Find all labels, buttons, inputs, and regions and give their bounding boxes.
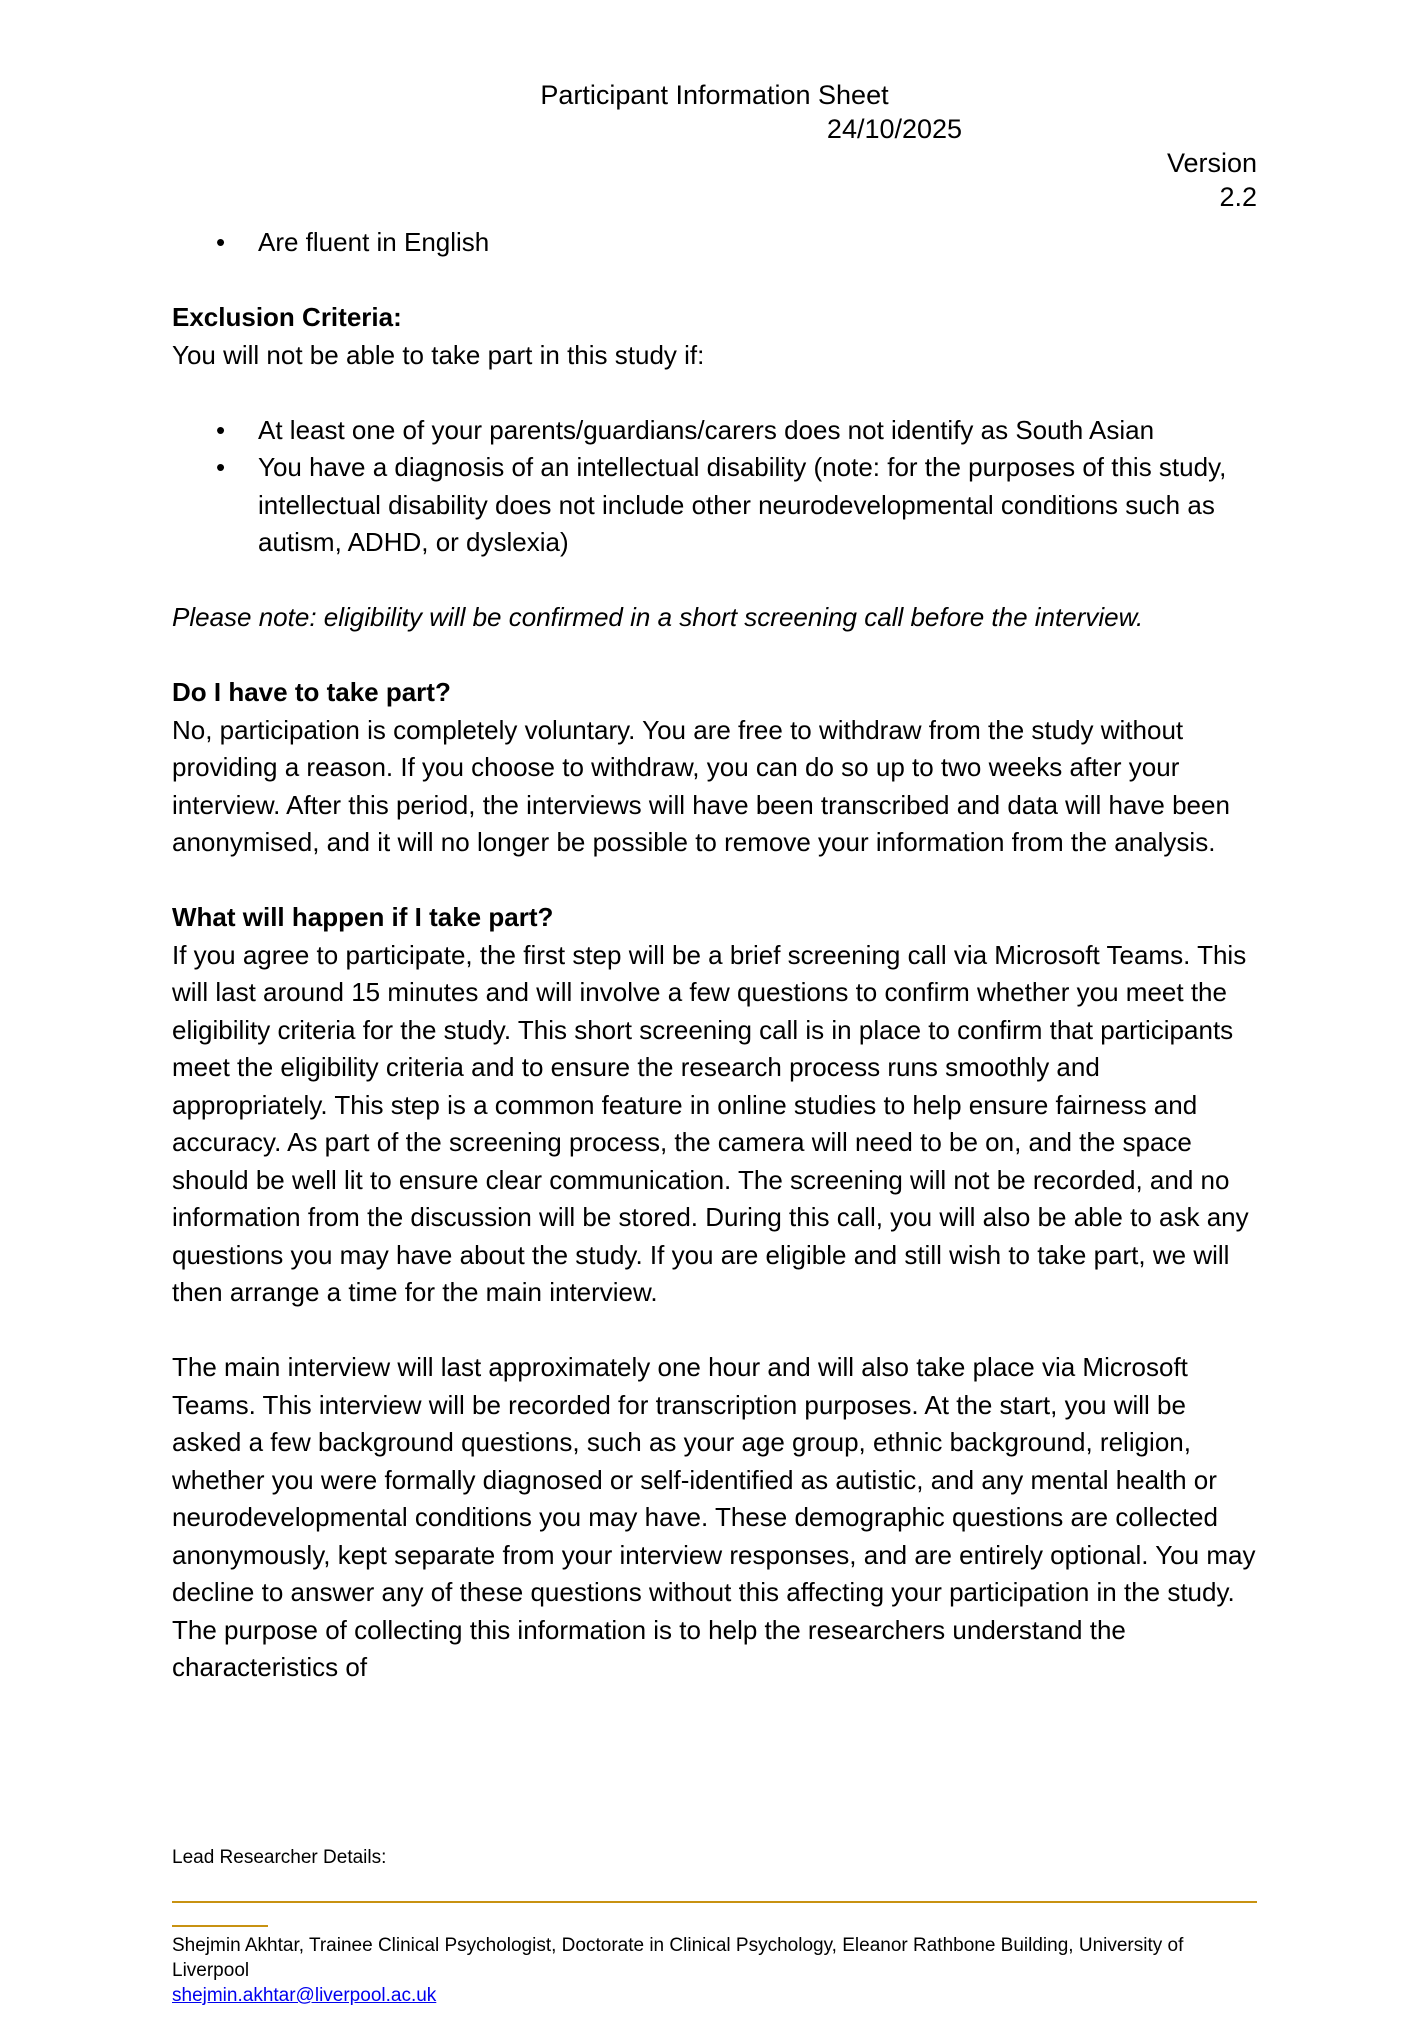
exclusion-criteria-intro: You will not be able to take part in this study if:: [172, 339, 705, 370]
what-happens-paragraph-1: If you agree to participate, the first step will be a brief screening call via Microsoft Teams. This will last around 15 minutes and will involve a few questions to confirm whether you meet the eligibility criteria for the study. This short screening call is in place to confirm that participants meet the eligibility criteria and to ensure the research process runs smoothly and appropriately. This step is a common feature in online studies to help ensure fairness and accuracy. As part of the screening process, the camera will need to be on, and the space should be well lit to ensure clear communication. The screening will not be recorded, and no information from the discussion will be stored. During this call, you will also be able to ask any questions you may have about the study. If you are eligible and still wish to take part, we will then arrange a time for the main interview.: [172, 939, 1249, 1307]
spacer: [172, 1312, 1257, 1350]
list-item: • You have a diagnosis of an intellectual disability (note: for the purposes of this study, intellectual disability does not include other neurodevelopmental conditions such as autism, ADHD, or dyslexia): [172, 449, 1257, 562]
document-version: [957, 146, 1257, 214]
list-item: • At least one of your parents/guardians/carers does not identify as South Asian: [172, 412, 1257, 450]
lead-researcher-details: Shejmin Akhtar, Trainee Clinical Psychologist, Doctorate in Clinical Psychology, Eleanor Rathbone Building, University of Liverpool: [172, 1935, 1184, 1981]
what-happens-heading: What will happen if I take part?: [172, 902, 554, 932]
spacer: [172, 637, 1257, 675]
spacer: [172, 862, 1257, 900]
footer-divider-short: [172, 1925, 268, 1927]
page-title: Participant Information Sheet: [540, 80, 889, 110]
spacer: [172, 562, 1257, 600]
document-body: [172, 224, 1257, 1687]
list-item: • Are fluent in English: [172, 224, 1257, 262]
footer-divider-full: [172, 1901, 1257, 1903]
inclusion-tail-bullet-list: [172, 224, 1257, 262]
take-part-heading: Do I have to take part?: [172, 677, 451, 707]
take-part-paragraph: No, participation is completely voluntary. You are free to withdraw from the study without providing a reason. If you choose to withdraw, you can do so up to two weeks after your interview. After this period, the interviews will have been transcribed and data will have been anonymised, and it will no longer be possible to remove your information from the analysis.: [172, 714, 1230, 857]
document-date: 24/10/2025: [826, 114, 963, 144]
lead-researcher-label: Lead Researcher Details:: [172, 1847, 387, 1868]
version-number: 2.2: [1219, 182, 1257, 212]
exclusion-criteria-heading: Exclusion Criteria:: [172, 302, 402, 332]
document-header: [172, 78, 1257, 212]
spacer: [172, 374, 1257, 412]
lead-researcher-email-link[interactable]: shejmin.akhtar@liverpool.ac.uk: [172, 1985, 437, 2006]
what-happens-paragraph-2: The main interview will last approximately one hour and will also take place via Microsoft Teams. This interview will be recorded for transcription purposes. At the start, you will be asked a few background questions, such as your age group, ethnic background, religion, whether you were formally diagnosed or self-identified as autistic, and any mental health or neurodevelopmental conditions you may have. These demographic questions are collected anonymously, kept separate from your interview responses, and are entirely optional. You may decline to answer any of these questions without this affecting your participation in the study. The purpose of collecting this information is to help the researchers understand the characteristics of: [172, 1352, 1256, 1682]
spacer: [172, 262, 1257, 300]
exclusion-criteria-bullet-list: [172, 412, 1257, 562]
document-footer: [172, 1845, 1257, 2008]
version-label: Version: [1166, 148, 1257, 178]
eligibility-note: Please note: eligibility will be confirmed in a short screening call before the interview.: [172, 602, 1144, 632]
